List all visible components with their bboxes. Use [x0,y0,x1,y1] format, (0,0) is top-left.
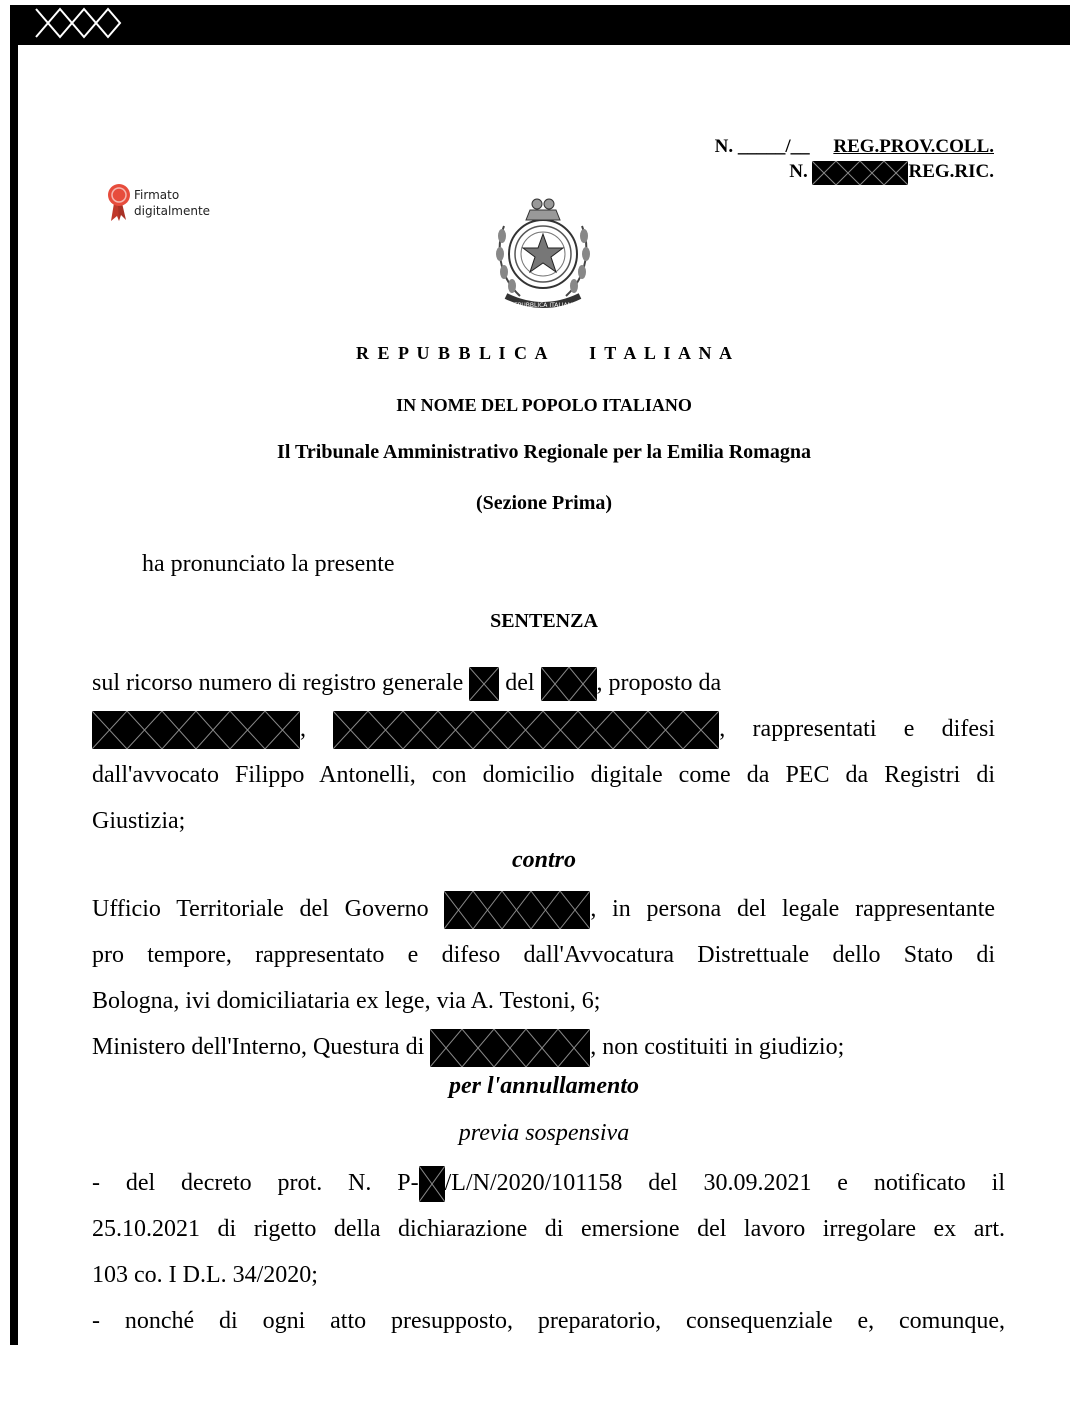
emblem-ribbon-text: REPUBBLICA ITALIANA [509,302,577,309]
redacted-rg-number [469,667,499,701]
sospensiva-heading: previa sospensiva [458,1120,630,1146]
court-heading: Il Tribunale Amministrativo Regionale per la Emilia Romagna [277,441,811,463]
ricorso-paragraph [92,660,995,844]
parties-line-1: Ufficio Territoriale del Governo , in persona del legale rappresentante [92,886,995,932]
italian-republic-emblem-icon [490,196,596,314]
redacted-party-2 [333,711,719,749]
top-redaction-bar [10,5,1070,45]
contro-heading: contro [511,847,576,873]
republic-heading: R E P U B B L I C A I T A L I A N A [356,343,732,363]
decreto-line-1: - del decreto prot. N. P- /L/N/2020/101158 del 30.09.2021 e notificato il [92,1160,1005,1206]
intro-text: ha pronunciato la presente [142,551,395,577]
ricorso-line-1: sul ricorso numero di registro generale del , proposto da [92,660,995,706]
redacted-year [541,667,597,701]
seal-ribbon-icon [106,183,132,223]
people-heading: IN NOME DEL POPOLO ITALIANO [396,395,692,415]
signature-line-1: Firmato [134,188,180,202]
registry-line-2: N. REG.RIC. [789,160,994,185]
decreto-line-2: 25.10.2021 di rigetto della dichiarazione di emersione del lavoro irregolare ex art. [92,1216,1005,1242]
parties-line-2: pro tempore, rappresentato e difeso dall'Avvocatura Distrettuale dello Stato di [92,942,995,968]
signature-line-2: digitalmente [134,204,211,218]
redacted-prot [419,1166,445,1202]
decreto-paragraph [92,1160,1005,1344]
redacted-prefettura [444,891,590,929]
section-heading: (Sezione Prima) [475,492,613,514]
annullamento-heading: per l'annullamento [448,1073,640,1099]
decreto-line-3: 103 co. I D.L. 34/2020; [92,1262,318,1288]
redacted-party-1 [92,711,300,749]
ricorso-line-3: dall'avvocato Filippo Antonelli, con domicilio digitale come da PEC da Registri di [92,762,995,788]
parties-line-4: Ministero dell'Interno, Questura di , non costituiti in giudizio; [92,1024,995,1070]
redacted-questura [430,1029,590,1067]
digital-signature-stamp [106,183,226,223]
ricorso-line-2: , , rappresentati e difesi [92,706,995,752]
parties-line-3: Bologna, ivi domiciliataria ex lege, via A. Testoni, 6; [92,988,601,1014]
sentenza-heading: SENTENZA [490,610,598,632]
redacted-number [812,161,908,185]
registry-line-1: N. _____/__ REG.PROV.COLL. [714,136,994,157]
decreto-line-4: - nonché di ogni atto presupposto, preparatorio, consequenziale e, comunque, [92,1308,1005,1334]
parties-paragraph [92,886,995,1070]
ricorso-line-4: Giustizia; [92,808,186,834]
redaction-pattern-icon [28,5,128,41]
